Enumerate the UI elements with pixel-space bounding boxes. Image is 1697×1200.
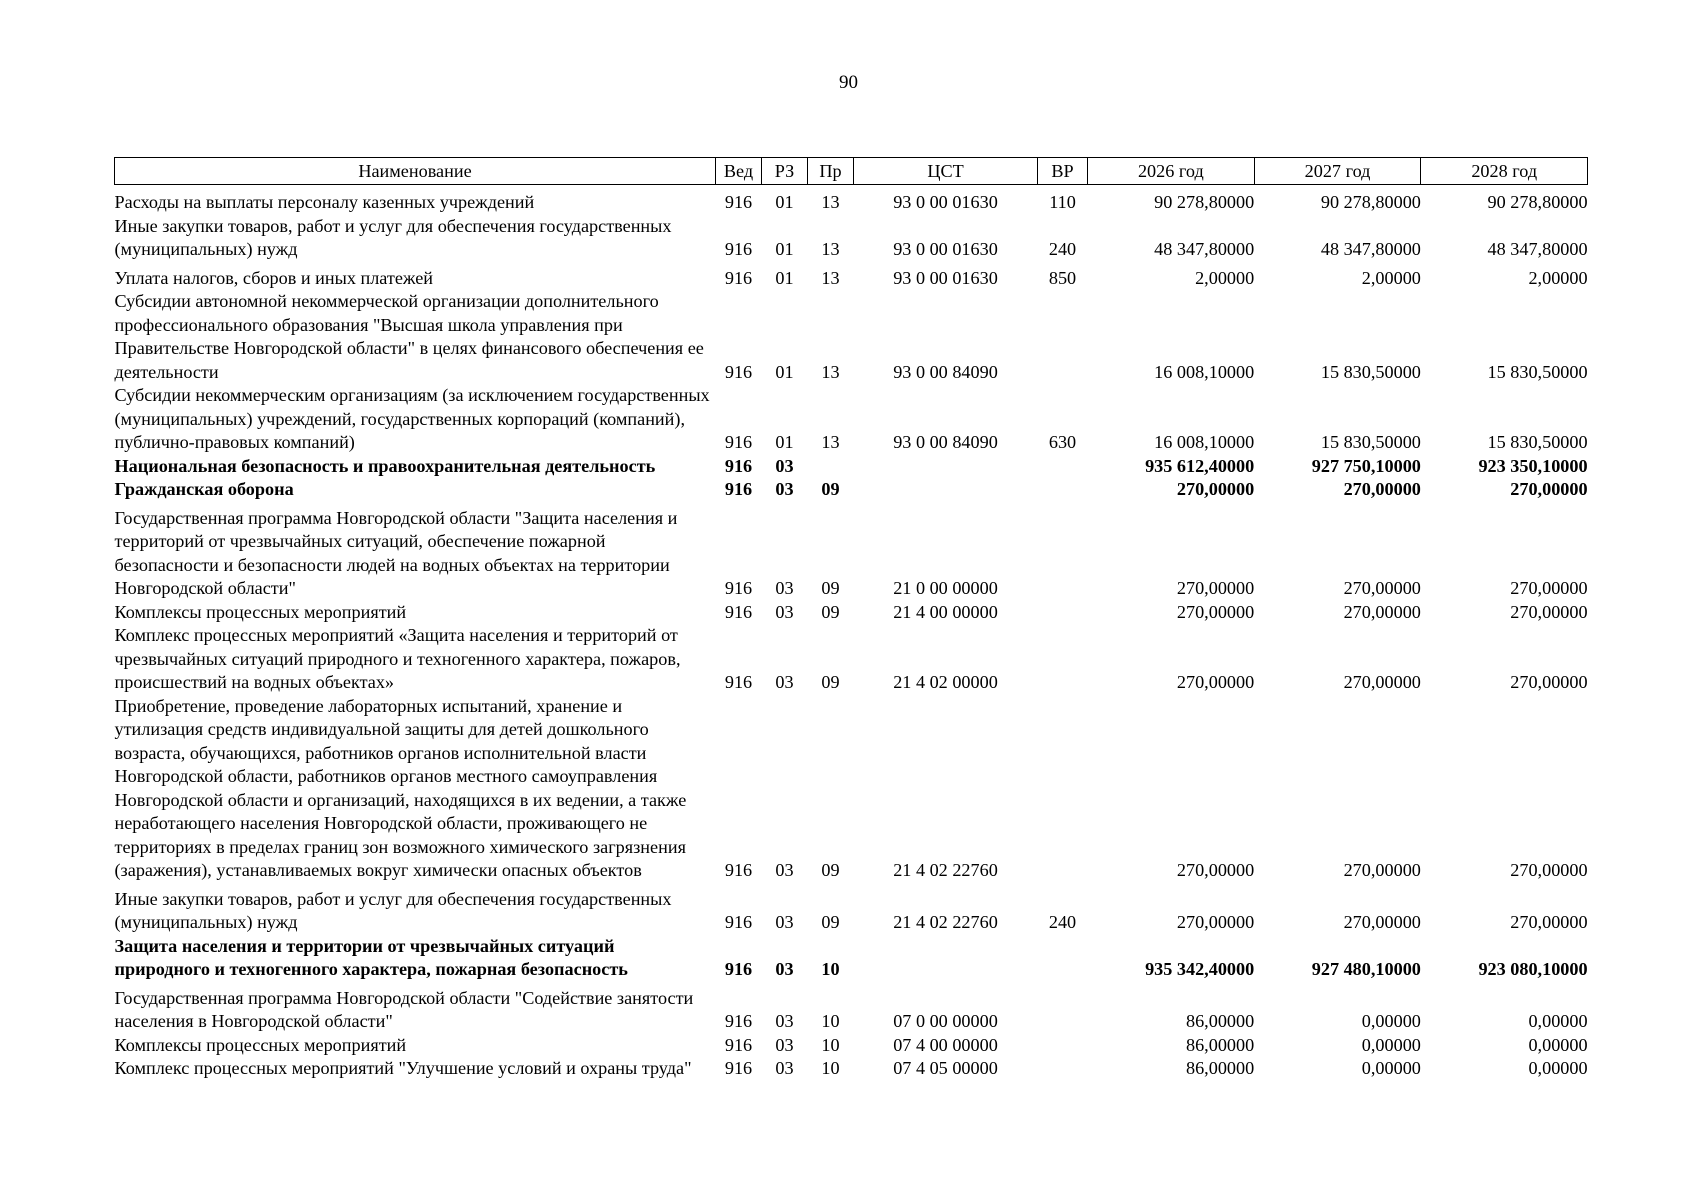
row-2028: 270,00000 <box>1510 912 1588 932</box>
row-2027: 15 830,50000 <box>1320 432 1421 452</box>
row-cst <box>854 478 1038 502</box>
row-cst: 07 4 00 00000 <box>893 1034 998 1055</box>
table-body <box>115 185 1588 1081</box>
row-2028: 270,00000 <box>1510 860 1588 880</box>
row-pr: 13 <box>821 192 840 212</box>
row-2028: 0,00000 <box>1528 1011 1588 1031</box>
header-2026: 2026 год <box>1088 158 1255 185</box>
row-2026: 48 347,80000 <box>1154 239 1255 259</box>
header-vr: ВР <box>1038 158 1088 185</box>
row-2027: 270,00000 <box>1343 479 1421 499</box>
row-2026: 270,00000 <box>1176 578 1255 598</box>
row-2027: 270,00000 <box>1343 672 1421 692</box>
row-rz: 01 <box>775 361 794 382</box>
row-ved: 916 <box>724 267 753 288</box>
row-ved: 916 <box>724 361 753 382</box>
row-pr <box>808 455 854 479</box>
row-vr <box>1038 455 1088 479</box>
table-row <box>115 624 1588 695</box>
row-ved: 916 <box>724 239 753 259</box>
row-name: Комплекс процессных мероприятий "Улучшение условий и охраны труда" <box>114 1058 692 1078</box>
row-vr <box>1038 982 1088 1034</box>
row-name: Комплексы процессных мероприятий <box>114 601 407 622</box>
row-name: Субсидии автономной некоммерческой организации дополнительного профессионального образования "Высшая школа управления при Правительстве Новгородской области" в целях финансового обеспечения ее деятельности <box>114 291 704 382</box>
row-2026: 16 008,10000 <box>1154 432 1255 452</box>
table-row <box>115 384 1588 455</box>
table-row <box>115 601 1588 625</box>
row-ved: 916 <box>724 601 753 622</box>
row-ved: 916 <box>724 1034 753 1055</box>
row-2026: 270,00000 <box>1176 860 1255 880</box>
row-2028: 270,00000 <box>1510 601 1588 622</box>
row-vr <box>1038 1057 1088 1081</box>
row-2028: 923 080,10000 <box>1478 959 1588 979</box>
row-vr <box>1038 478 1088 502</box>
row-ved: 916 <box>724 959 753 979</box>
header-name: Наименование <box>115 158 716 185</box>
row-rz: 01 <box>775 239 794 259</box>
row-cst: 93 0 00 01630 <box>893 239 998 259</box>
row-2026: 2,00000 <box>1195 267 1255 288</box>
row-pr: 10 <box>821 959 840 979</box>
table-row <box>115 290 1588 384</box>
row-rz: 03 <box>775 959 794 979</box>
row-cst: 21 4 02 22760 <box>893 860 998 880</box>
table-row <box>115 695 1588 883</box>
row-2026: 90 278,80000 <box>1154 192 1255 212</box>
row-cst: 21 4 02 22760 <box>893 912 998 932</box>
row-pr: 09 <box>821 860 840 880</box>
row-vr: 240 <box>1048 239 1077 259</box>
row-pr: 09 <box>821 578 840 598</box>
row-cst: 07 0 00 00000 <box>893 1011 998 1031</box>
row-2026: 16 008,10000 <box>1154 361 1255 382</box>
header-rz: РЗ <box>762 158 808 185</box>
row-2028: 15 830,50000 <box>1487 361 1588 382</box>
row-ved: 916 <box>724 455 753 476</box>
row-2027: 927 750,10000 <box>1311 455 1421 476</box>
row-ved: 916 <box>724 672 753 692</box>
table-row <box>115 982 1588 1034</box>
row-pr: 13 <box>821 361 840 382</box>
row-rz: 03 <box>775 601 794 622</box>
row-2028: 270,00000 <box>1510 578 1588 598</box>
row-2026: 270,00000 <box>1176 479 1255 499</box>
table-row <box>115 185 1588 215</box>
row-vr <box>1038 1034 1088 1058</box>
row-name: Уплата налогов, сборов и иных платежей <box>114 267 434 288</box>
table-row <box>115 478 1588 502</box>
table-row <box>115 262 1588 291</box>
row-vr: 850 <box>1048 267 1077 288</box>
row-2028: 15 830,50000 <box>1487 432 1588 452</box>
row-vr <box>1038 935 1088 982</box>
budget-table <box>114 157 1588 1081</box>
row-2026: 270,00000 <box>1176 601 1255 622</box>
row-cst <box>854 935 1038 982</box>
row-2027: 0,00000 <box>1361 1058 1421 1078</box>
row-2027: 0,00000 <box>1361 1034 1421 1055</box>
row-2028: 0,00000 <box>1528 1034 1588 1055</box>
row-2026: 270,00000 <box>1176 672 1255 692</box>
row-cst <box>854 455 1038 479</box>
row-cst: 93 0 00 01630 <box>893 192 998 212</box>
row-rz: 03 <box>775 860 794 880</box>
row-name: Гражданская оборона <box>114 479 294 499</box>
table-header-row <box>115 158 1588 185</box>
row-name: Государственная программа Новгородской области "Защита населения и территорий от чрезвычайных ситуаций, обеспечение пожарной безопасности и безопасности людей на водных объектах на территории Новгородской области" <box>114 507 678 598</box>
row-rz: 01 <box>775 432 794 452</box>
row-cst: 93 0 00 84090 <box>893 361 998 382</box>
row-vr <box>1038 624 1088 695</box>
page-number: 90 <box>839 72 858 93</box>
row-pr: 13 <box>821 267 840 288</box>
row-2027: 2,00000 <box>1361 267 1421 288</box>
table-row <box>115 455 1588 479</box>
row-ved: 916 <box>724 192 753 212</box>
row-rz: 01 <box>775 192 794 212</box>
row-2026: 86,00000 <box>1185 1034 1255 1055</box>
row-2027: 270,00000 <box>1343 912 1421 932</box>
row-cst: 21 0 00 00000 <box>893 578 998 598</box>
row-cst: 93 0 00 01630 <box>893 267 998 288</box>
row-2028: 2,00000 <box>1528 267 1588 288</box>
row-rz: 03 <box>775 1034 794 1055</box>
row-vr <box>1038 502 1088 601</box>
row-2027: 270,00000 <box>1343 601 1421 622</box>
row-2027: 0,00000 <box>1361 1011 1421 1031</box>
row-ved: 916 <box>724 912 753 932</box>
table-row <box>115 502 1588 601</box>
row-2026: 935 612,40000 <box>1145 455 1255 476</box>
row-ved: 916 <box>724 860 753 880</box>
row-rz: 03 <box>775 912 794 932</box>
row-vr <box>1038 695 1088 883</box>
table-row <box>115 1034 1588 1058</box>
header-pr: Пр <box>808 158 854 185</box>
header-2028: 2028 год <box>1421 158 1588 185</box>
row-2027: 15 830,50000 <box>1320 361 1421 382</box>
row-2028: 0,00000 <box>1528 1058 1588 1078</box>
row-name: Государственная программа Новгородской области "Содействие занятости населения в Новгородской области" <box>114 987 694 1031</box>
row-vr: 110 <box>1049 192 1076 212</box>
row-2028: 923 350,10000 <box>1478 455 1588 476</box>
row-2027: 927 480,10000 <box>1311 959 1421 979</box>
row-rz: 01 <box>775 267 794 288</box>
row-rz: 03 <box>775 479 794 499</box>
row-pr: 09 <box>821 672 840 692</box>
row-2026: 935 342,40000 <box>1145 959 1255 979</box>
header-cst: ЦСТ <box>854 158 1038 185</box>
row-pr: 09 <box>821 479 840 499</box>
table-row <box>115 935 1588 982</box>
row-cst: 21 4 00 00000 <box>893 601 998 622</box>
row-name: Национальная безопасность и правоохранительная деятельность <box>114 455 656 476</box>
row-vr <box>1038 601 1088 625</box>
row-pr: 09 <box>821 601 840 622</box>
row-pr: 13 <box>821 239 840 259</box>
row-2028: 270,00000 <box>1510 479 1588 499</box>
row-2027: 270,00000 <box>1343 860 1421 880</box>
row-name: Иные закупки товаров, работ и услуг для обеспечения государственных (муниципальных) нужд <box>114 215 672 259</box>
table-row <box>115 1057 1588 1081</box>
row-name: Защита населения и территории от чрезвычайных ситуаций природного и техногенного характера, пожарная безопасность <box>114 935 628 979</box>
row-rz: 03 <box>775 578 794 598</box>
row-2027: 270,00000 <box>1343 578 1421 598</box>
row-pr: 10 <box>821 1034 840 1055</box>
row-vr: 630 <box>1048 432 1077 452</box>
row-2028: 90 278,80000 <box>1487 192 1588 212</box>
row-pr: 10 <box>821 1011 840 1031</box>
row-2028: 270,00000 <box>1510 672 1588 692</box>
row-pr: 09 <box>821 912 840 932</box>
row-ved: 916 <box>724 1058 753 1078</box>
row-vr: 240 <box>1048 912 1077 932</box>
row-ved: 916 <box>724 578 753 598</box>
row-name: Комплекс процессных мероприятий «Защита населения и территорий от чрезвычайных ситуаций природного и техногенного характера, пожаров, происшествий на водных объектах» <box>114 625 681 692</box>
row-name: Расходы на выплаты персоналу казенных учреждений <box>114 192 535 212</box>
row-rz: 03 <box>775 455 794 476</box>
row-name: Иные закупки товаров, работ и услуг для обеспечения государственных (муниципальных) нужд <box>114 888 672 932</box>
row-vr <box>1038 290 1088 384</box>
row-2026: 270,00000 <box>1176 912 1255 932</box>
row-2027: 48 347,80000 <box>1320 239 1421 259</box>
row-ved: 916 <box>724 432 753 452</box>
row-name: Приобретение, проведение лабораторных испытаний, хранение и утилизация средств индивидуальной защиты для детей дошкольного возраста, обучающихся, работников органов исполнительной власти Новгородской области, работников органов местного самоуправления Новгородской области и организаций, находящихся в их ведении, а также неработающего населения Новгородской области, проживающего не территориях в пределах границ зон возможного химического загрязнения (заражения), устанавливаемых вокруг химически опасных объектов <box>114 695 687 880</box>
row-cst: 07 4 05 00000 <box>893 1058 998 1078</box>
table-row <box>115 883 1588 935</box>
row-rz: 03 <box>775 1058 794 1078</box>
row-rz: 03 <box>775 672 794 692</box>
row-pr: 13 <box>821 432 840 452</box>
row-2027: 90 278,80000 <box>1320 192 1421 212</box>
row-ved: 916 <box>724 479 753 499</box>
row-name: Комплексы процессных мероприятий <box>114 1034 407 1055</box>
row-ved: 916 <box>724 1011 753 1031</box>
table-row <box>115 215 1588 262</box>
header-ved: Вед <box>716 158 762 185</box>
row-pr: 10 <box>821 1058 840 1078</box>
row-cst: 93 0 00 84090 <box>893 432 998 452</box>
row-rz: 03 <box>775 1011 794 1031</box>
header-2027: 2027 год <box>1254 158 1421 185</box>
row-2028: 48 347,80000 <box>1487 239 1588 259</box>
row-2026: 86,00000 <box>1185 1058 1255 1078</box>
row-cst: 21 4 02 00000 <box>893 672 998 692</box>
row-2026: 86,00000 <box>1185 1011 1255 1031</box>
row-name: Субсидии некоммерческим организациям (за исключением государственных (муниципальных) учреждений, государственных корпораций (компаний), публично-правовых компаний) <box>114 385 710 452</box>
